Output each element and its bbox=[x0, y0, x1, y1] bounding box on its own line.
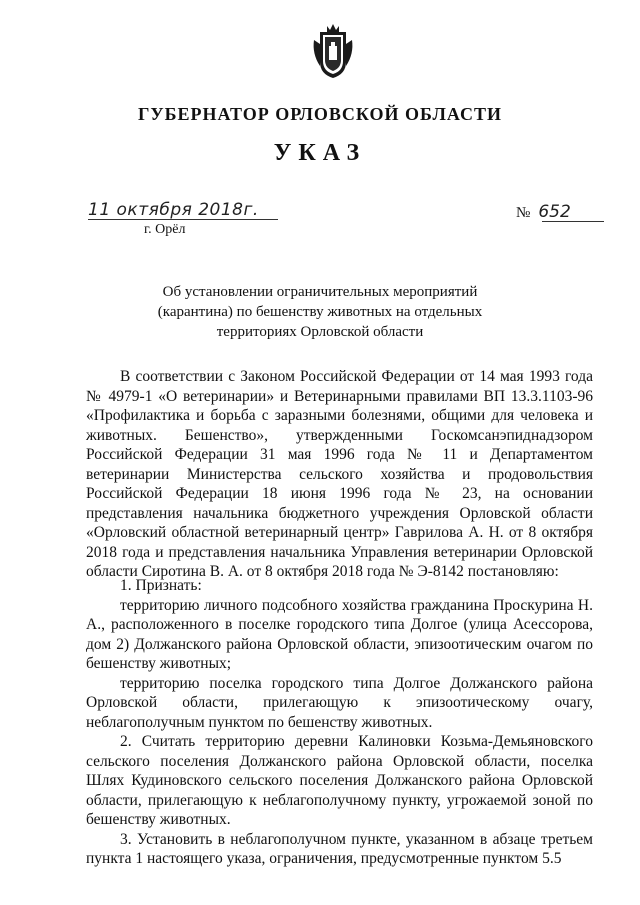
item-paragraph: 2. Считать территорию деревни Калиновки Козьма-Демьяновского сельского поселения Должанского района Орловской области, поселка Шлях Кудиновского сельского поселения Должанского района Орловской области, прилегающую к неблагополучному пункту, угрожаемой зоной по бешенству животных. bbox=[86, 733, 593, 828]
date-field bbox=[88, 200, 288, 222]
number-underline bbox=[542, 221, 604, 222]
item-paragraph: территорию поселка городского типа Долгое Должанского района Орловской области, прилегающую к эпизоотическому очагу, неблагополучным пунктом по бешенству животных. bbox=[86, 674, 593, 731]
place-of-issue: г. Орёл bbox=[144, 222, 186, 237]
handwritten-number: 652 bbox=[538, 202, 571, 222]
decree-subject bbox=[150, 282, 490, 342]
item-paragraph: 1. Признать: bbox=[120, 577, 202, 594]
date-underline bbox=[88, 219, 278, 220]
item-paragraph: территорию личного подсобного хозяйства гражданина Проскурина Н. А., расположенного в поселке городского типа Долгое (улица Асессорова, дом 2) Должанского района Орловской области, эпизоотическим очагом по бешенству животных; bbox=[86, 596, 593, 672]
subject-line: территориях Орловской области bbox=[216, 324, 424, 340]
preamble-block bbox=[86, 367, 593, 582]
number-sign: № bbox=[516, 205, 531, 221]
subject-line: Об установлении ограничительных мероприятий bbox=[162, 284, 478, 300]
orel-region-coat-of-arms-icon bbox=[310, 22, 356, 80]
handwritten-date: 11 октября 2018г. bbox=[88, 200, 259, 220]
item-paragraph: 3. Установить в неблагополучном пункте, указанном в абзаце третьем пункта 1 настоящего указа, ограничения, предусмотренные пунктом 5.5 bbox=[86, 830, 593, 867]
document-type: УКАЗ bbox=[273, 140, 367, 166]
decree-items bbox=[86, 576, 593, 869]
organization-title: ГУБЕРНАТОР ОРЛОВСКОЙ ОБЛАСТИ bbox=[137, 104, 503, 124]
preamble-paragraph: В соответствии с Законом Российской Федерации от 14 мая 1993 года № 4979-1 «О ветеринарии» и Ветеринарными правилами ВП 13.3.1103-96 «Профилактика и борьба с заразными болезнями, общими для человека и животных. Бешенство», утвержденными Госкомсанэпиднадзором Российской Федерации 31 мая 1996 года № 11 и Департаментом ветеринарии Министерства сельского хозяйства и продовольствия Российской Федерации 18 июня 1996 года № 23, на основании представления начальника бюджетного учреждения Орловской области «Орловский областной ветеринарный центр» Гаврилова А. Н. от 8 октября 2018 года и представления начальника Управления ветеринарии Орловской области Сиротина В. А. от 8 октября 2018 года № Э-8142 постановляю: bbox=[86, 368, 593, 580]
number-field bbox=[516, 202, 606, 224]
subject-line: (карантина) по бешенству животных на отдельных bbox=[157, 304, 483, 320]
